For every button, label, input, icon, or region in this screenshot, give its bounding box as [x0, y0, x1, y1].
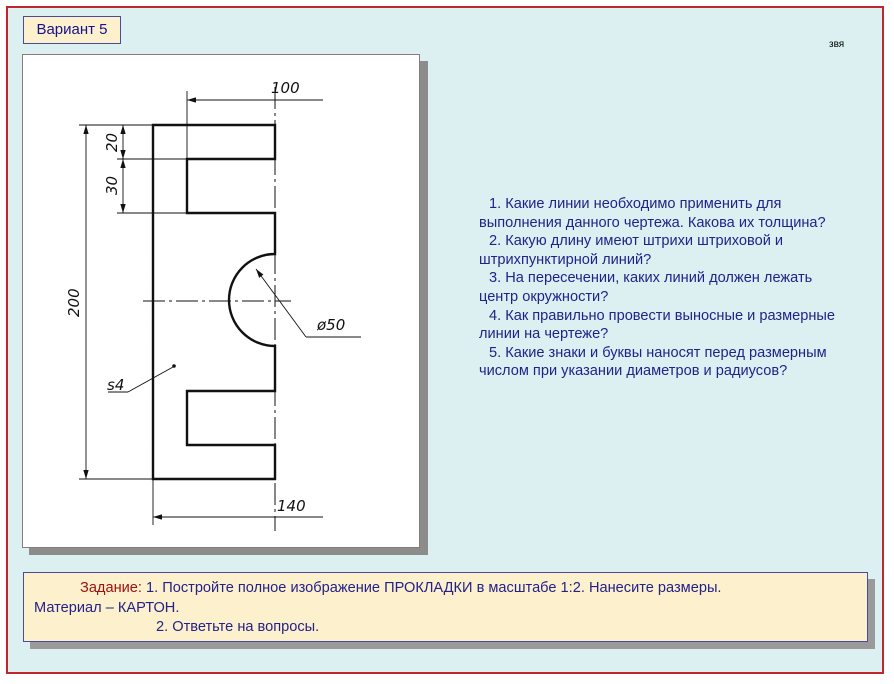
question-1: 1. Какие линии необходимо применить для выполнения данного чертежа. Какова их толщина? — [479, 196, 826, 231]
dim-bottom: 140 — [277, 497, 306, 515]
task-line-3: 2. Ответьте на вопросы. — [156, 619, 320, 635]
dim-30: 30 — [103, 175, 121, 195]
question-2: 2. Какую длину имеют штрихи штриховой и штрихпунктирной линий? — [479, 233, 784, 268]
task-text-1: 1. Постройте полное изображение ПРОКЛАДКИ в масштабе 1:2. Нанесите размеры. — [141, 580, 722, 596]
dim-thickness: s4 — [107, 376, 125, 394]
dim-diameter: ø50 — [317, 316, 346, 334]
task-box — [23, 572, 868, 642]
question-5: 5. Какие знаки и буквы наносят перед размерным числом при указании диаметров и радиусов? — [479, 344, 827, 380]
task-line-2: Материал – КАРТОН. — [34, 599, 180, 616]
author-mark: звя — [829, 39, 845, 50]
dim-20: 20 — [103, 132, 121, 152]
question-3: 3. На пересечении, каких линий должен лежать центр окружности? — [479, 270, 813, 305]
task-label: Задание: — [80, 580, 142, 596]
questions-list — [479, 195, 849, 381]
variant-label: Вариант 5 — [23, 16, 121, 44]
dim-200: 200 — [65, 288, 83, 317]
drawing-svg — [23, 55, 421, 549]
technical-drawing — [22, 54, 420, 548]
dim-top: 100 — [271, 79, 300, 97]
part-outline — [153, 125, 275, 479]
task-line-1 — [34, 579, 867, 599]
question-4: 4. Как правильно провести выносные и размерные линии на чертеже? — [479, 307, 836, 343]
